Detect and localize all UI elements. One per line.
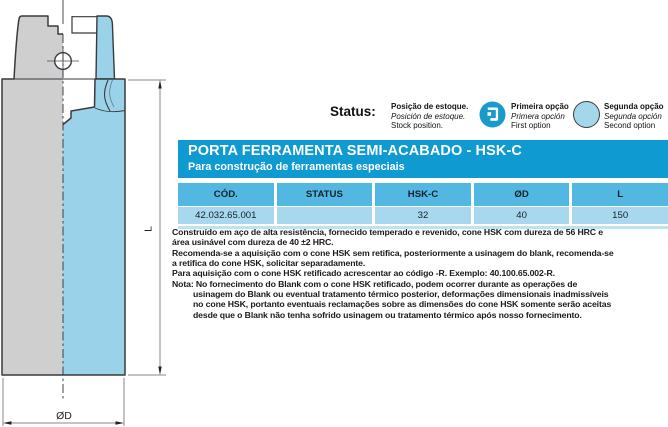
status-label: Status: <box>330 104 376 119</box>
second-option-pt: Segunda opção <box>604 102 664 111</box>
section-header <box>178 140 668 178</box>
stock-position-pt: Posição de estoque. <box>391 102 469 111</box>
status-legend <box>328 98 668 134</box>
stock-position-en: Stock position. <box>391 121 444 131</box>
first-option-stock-icon <box>479 101 506 128</box>
description-line: Construído em aço de alta resistência, fornecido temperado e revenido, cone HSK com dureza de 56 HRC e <box>172 227 603 237</box>
description-note-line: usinagem do Blank ou eventual tratamento térmico posterior, deformações dimensionais inadmissíveis <box>193 289 609 300</box>
page-title: PORTA FERRAMENTA SEMI-ACABADO - HSK-C <box>188 143 522 159</box>
second-option-circle-icon <box>573 101 600 128</box>
table-row <box>178 207 668 224</box>
column-header-od: ØD <box>474 183 570 206</box>
second-option-legend <box>604 102 664 131</box>
stock-position-legend <box>391 102 468 131</box>
cell-hsk-c: 32 <box>375 207 471 224</box>
description-note-line: desde que o Blank não tenha sofrido usinagem ou tratamento térmico após nosso fornecimento. <box>193 309 582 320</box>
page-subtitle: Para construção de ferramentas especiais <box>188 161 405 173</box>
cell-status <box>277 207 373 224</box>
cell-od: 40 <box>474 207 570 224</box>
cell-cod: 42.032.65.001 <box>178 207 274 224</box>
description-line: a retifica do cone HSK, solicitar separadamente. <box>172 258 366 269</box>
column-header-l: L <box>572 183 668 206</box>
description-line: área usinável com dureza de 40 ±2 HRC. <box>172 237 334 248</box>
description-note-line: no cone HSK, portanto eventuais reclamações sobre as dimensões do cone HSK somente serão aceitas <box>193 299 612 310</box>
l-dimension-label: L <box>142 226 155 232</box>
column-header-status: STATUS <box>277 183 373 206</box>
first-option-en: First option <box>511 121 551 131</box>
first-option-es: Primera opción <box>511 111 565 121</box>
first-option-pt: Primeira opção <box>511 102 569 111</box>
l-arrow-bottom <box>158 367 161 376</box>
first-option-legend <box>511 102 569 131</box>
cell-l: 150 <box>572 207 668 224</box>
section-left-half <box>2 16 63 375</box>
second-option-en: Second option <box>604 121 656 131</box>
od-dimension-label: ØD <box>56 410 72 422</box>
product-table <box>178 183 668 229</box>
column-header-cod: CÓD. <box>178 183 274 206</box>
product-description <box>172 227 668 320</box>
cone-wall-right <box>96 16 115 79</box>
description-note-line: Nota: No fornecimento do Blank com o cone HSK retificado, podem ocorrer durante as operações de <box>172 278 578 289</box>
column-header-hsk-c: HSK-C <box>375 183 471 206</box>
l-arrow-top <box>158 80 161 89</box>
body-right-half <box>63 79 125 375</box>
description-line: Recomenda-se a aquisição com o cone HSK sem retifica, posteriormente a usinagem do blank, recomenda-se <box>172 247 614 258</box>
stock-position-es: Posición de estoque. <box>391 111 466 121</box>
tool-holder-technical-drawing <box>0 0 170 427</box>
bore-lip-lines <box>72 16 97 33</box>
second-option-es: Segunda opción <box>604 111 662 121</box>
od-arrow-left <box>3 421 12 424</box>
table-header-row <box>178 183 668 206</box>
description-line: Para aquisição com o cone HSK retificado acrescentar ao código -R. Exemplo: 40.100.65.002-R. <box>172 268 555 279</box>
od-arrow-right <box>116 421 125 424</box>
